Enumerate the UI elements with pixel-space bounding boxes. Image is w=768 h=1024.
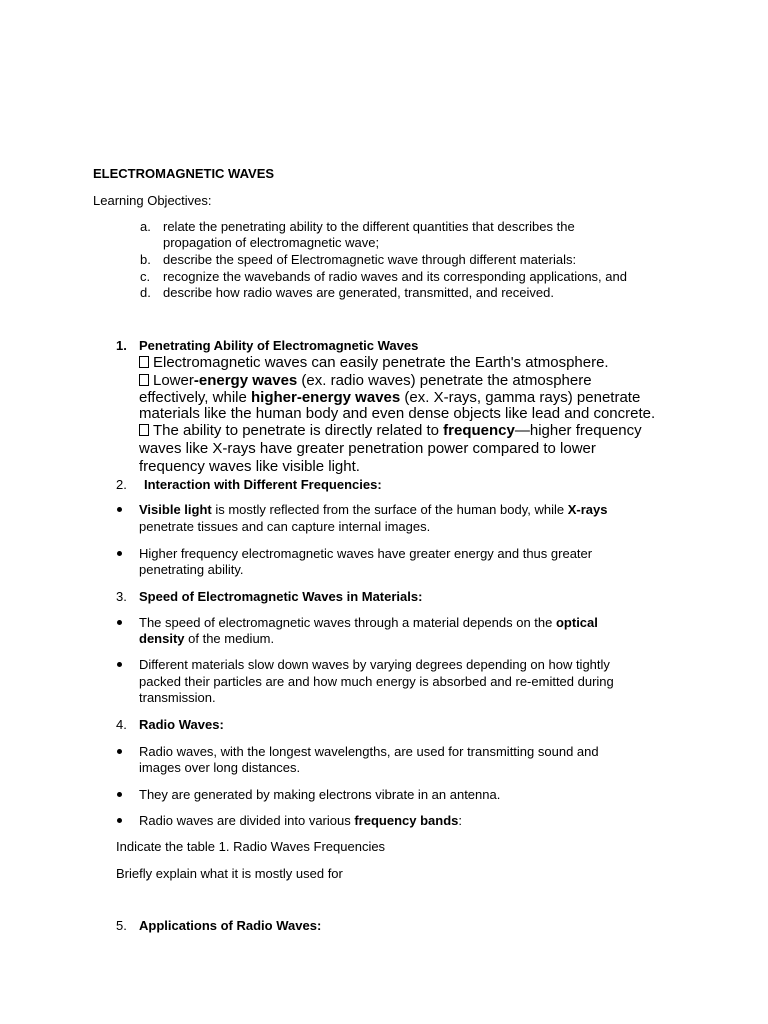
bullet-icon — [117, 551, 122, 556]
paragraph-line: waves like X-rays have greater penetration power compared to lower — [139, 440, 596, 457]
objective-text: relate the penetrating ability to the different quantities that describes the — [163, 219, 575, 234]
missing-glyph-icon — [139, 374, 149, 386]
bullet-text: Radio waves are divided into various frequency bands: — [139, 813, 462, 828]
objective-text: describe how radio waves are generated, transmitted, and received. — [163, 285, 554, 300]
bullet-icon — [117, 662, 122, 667]
section-number: 2. — [116, 477, 127, 492]
learning-objectives-label: Learning Objectives: — [93, 193, 212, 208]
section-heading: Applications of Radio Waves: — [139, 918, 322, 933]
objective-text: describe the speed of Electromagnetic wave through different materials: — [163, 252, 577, 267]
paragraph: Electromagnetic waves can easily penetrate the Earth's atmosphere. — [139, 354, 609, 372]
section-number: 4. — [116, 717, 127, 732]
bullet-text: penetrating ability. — [139, 562, 244, 577]
objective-text: propagation of electromagnetic wave; — [163, 235, 380, 250]
bullet-text: packed their particles are and how much energy is absorbed and re-emitted during — [139, 674, 614, 689]
objective-marker: d. — [140, 285, 151, 300]
bullet-icon — [117, 620, 122, 625]
objective-marker: b. — [140, 252, 151, 267]
bullet-text: They are generated by making electrons vibrate in an antenna. — [139, 787, 501, 802]
section-number: 3. — [116, 589, 127, 604]
section-number: 5. — [116, 918, 127, 933]
bullet-text: Different materials slow down waves by varying degrees depending on how tightly — [139, 657, 610, 672]
paragraph-line: effectively, while higher-energy waves (ex. X-rays, gamma rays) penetrate — [139, 389, 641, 406]
section-heading: Radio Waves: — [139, 717, 224, 732]
missing-glyph-icon — [139, 424, 149, 436]
bullet-icon — [117, 818, 122, 823]
bullet-icon — [117, 749, 122, 754]
section-heading: Speed of Electromagnetic Waves in Materials: — [139, 589, 423, 604]
paragraph: The ability to penetrate is directly related to frequency—higher frequency — [139, 422, 642, 440]
objective-marker: c. — [140, 269, 151, 284]
document-title: ELECTROMAGNETIC WAVES — [93, 166, 275, 181]
bullet-text: The speed of electromagnetic waves through a material depends on the optical — [139, 615, 598, 630]
objective-marker: a. — [140, 219, 151, 234]
missing-glyph-icon — [139, 356, 149, 368]
bullet-text: images over long distances. — [139, 760, 301, 775]
bullet-icon — [117, 792, 122, 797]
paragraph-line: frequency waves like visible light. — [139, 458, 360, 475]
instruction-text: Indicate the table 1. Radio Waves Frequencies — [116, 839, 386, 854]
bullet-text: Higher frequency electromagnetic waves have greater energy and thus greater — [139, 546, 593, 561]
objective-text: recognize the wavebands of radio waves and its corresponding applications, and — [163, 269, 627, 284]
section-heading: Interaction with Different Frequencies: — [144, 477, 382, 492]
instruction-text: Briefly explain what it is mostly used for — [116, 866, 343, 881]
bullet-text: Radio waves, with the longest wavelengths, are used for transmitting sound and — [139, 744, 599, 759]
bullet-text: penetrate tissues and can capture internal images. — [139, 519, 431, 534]
bullet-text: density of the medium. — [139, 631, 275, 646]
section-number: 1. — [116, 338, 127, 353]
paragraph-line: materials like the human body and even dense objects like lead and concrete. — [139, 405, 656, 422]
bullet-icon — [117, 507, 122, 512]
section-heading: Penetrating Ability of Electromagnetic Waves — [139, 338, 419, 353]
bullet-text: Visible light is mostly reflected from the surface of the human body, while X-rays — [139, 502, 608, 517]
paragraph: Lower-energy waves (ex. radio waves) penetrate the atmosphere — [139, 372, 592, 390]
bullet-text: transmission. — [139, 690, 216, 705]
